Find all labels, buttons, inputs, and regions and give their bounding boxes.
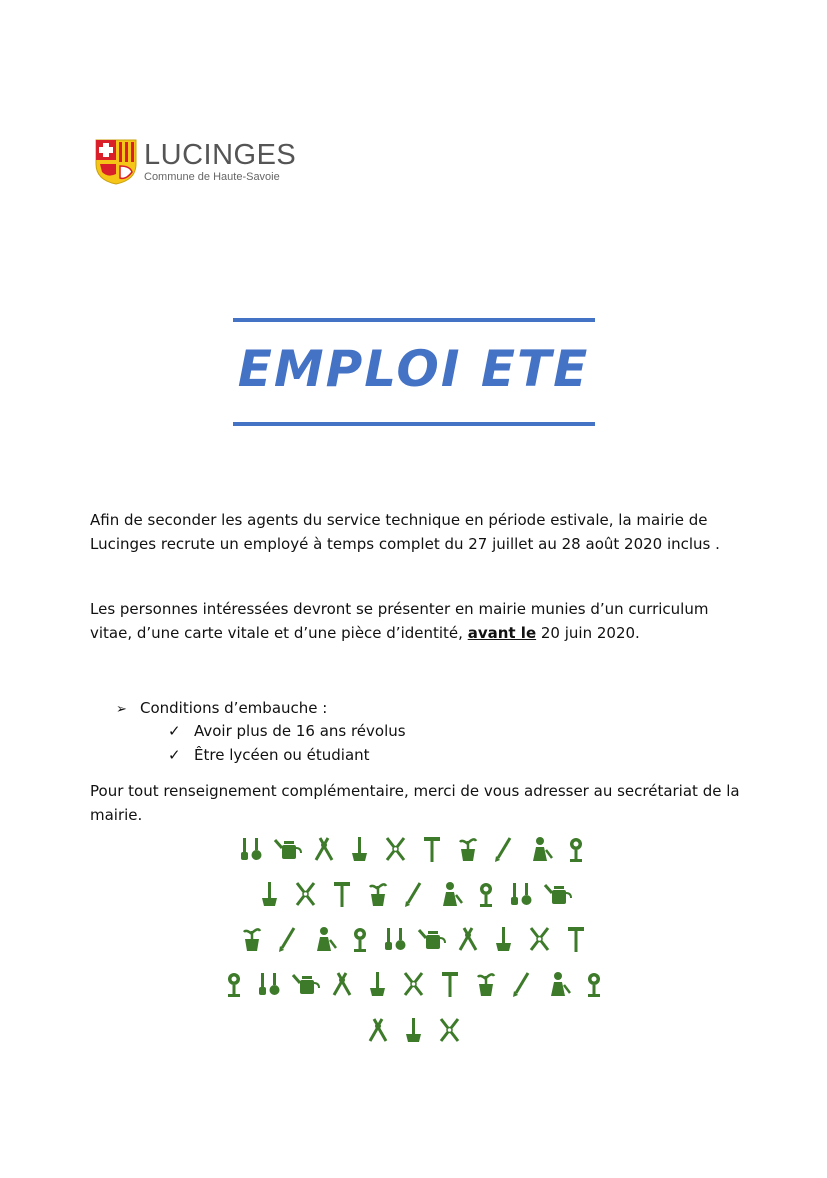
- sickle-icon: [328, 969, 356, 999]
- trowel-icon: [490, 834, 518, 864]
- spray-nozzle-icon: [436, 969, 464, 999]
- bucket-icon: [364, 969, 392, 999]
- condition-item: [168, 720, 406, 742]
- rake-shovel-icon: [346, 834, 374, 864]
- flower-icon: [562, 834, 590, 864]
- gardener-icon: [526, 834, 554, 864]
- seed-packet-icon: [292, 879, 320, 909]
- contact-paragraph: Pour tout renseignement complémentaire, merci de vous adresser au secrétariat de la mairie.: [90, 782, 740, 824]
- tree-icon: [364, 1015, 392, 1045]
- conditions-heading-text: Conditions d’embauche :: [140, 699, 328, 717]
- ladder-icon: [580, 969, 608, 999]
- hand-tools-icon: [544, 879, 572, 909]
- icon-row: [0, 924, 827, 954]
- commune-logo: [94, 138, 296, 186]
- application-text: Les personnes intéressées devront se présenter en mairie munies d’un curriculum vitae, d’une carte vitale et d’une pièce d’identité,: [90, 600, 709, 642]
- hose-reel-icon: [400, 969, 428, 999]
- check-icon: ✓: [168, 746, 181, 764]
- arrow-bullet-icon: ➢: [116, 702, 127, 717]
- shears-icon: [382, 834, 410, 864]
- watering-can-icon: [274, 834, 302, 864]
- commune-name: LUCINGES: [144, 139, 297, 171]
- watering-can-icon: [472, 879, 500, 909]
- page-title: EMPLOI ETE: [237, 340, 590, 398]
- tools-icon: [238, 834, 266, 864]
- gloves-icon: [490, 924, 518, 954]
- sprayer-icon: [454, 924, 482, 954]
- pliers-icon: [310, 834, 338, 864]
- title-rule-top: [233, 318, 595, 322]
- gloves-icon: [436, 879, 464, 909]
- check-icon: ✓: [168, 722, 181, 740]
- commune-subtitle: Commune de Haute-Savoie: [144, 171, 280, 183]
- coat-of-arms-icon: [94, 138, 138, 186]
- flower-icon: [346, 924, 374, 954]
- weeder-icon: [544, 969, 572, 999]
- fence-icon: [256, 969, 284, 999]
- knife-icon: [472, 969, 500, 999]
- title-rule-bottom: [233, 422, 595, 426]
- conditions-heading: [116, 697, 327, 721]
- fork-icon: [274, 924, 302, 954]
- application-paragraph: [90, 597, 750, 645]
- hose-icon: [256, 879, 284, 909]
- trowel-icon: [292, 969, 320, 999]
- intro-paragraph: Afin de seconder les agents du service technique en période estivale, la mairie de Lucinges recrute un employé à temps complet du 27 juillet au 28 août 2020 inclus .: [90, 511, 720, 553]
- rose-icon: [382, 924, 410, 954]
- bug-icon: [220, 969, 248, 999]
- rake-icon: [508, 879, 536, 909]
- deadline-emphasis: avant le: [467, 624, 537, 642]
- icon-row: [0, 879, 827, 909]
- person-raking-icon: [238, 924, 266, 954]
- pruner-icon: [562, 924, 590, 954]
- lawn-mower-icon: [436, 1015, 464, 1045]
- wheelbarrow-icon: [328, 879, 356, 909]
- icon-row: [0, 834, 827, 864]
- deadline-date: 20 juin 2020.: [536, 624, 640, 642]
- tool-stand-icon: [400, 1015, 428, 1045]
- watering-can-icon: [526, 924, 554, 954]
- boot-icon: [364, 879, 392, 909]
- seed-box-icon: [310, 924, 338, 954]
- wheelbarrow-icon: [418, 924, 446, 954]
- condition-item: [168, 744, 370, 766]
- potted-plant-icon: [454, 834, 482, 864]
- cultivator-icon: [508, 969, 536, 999]
- condition-text: Être lycéen ou étudiant: [194, 746, 370, 764]
- condition-text: Avoir plus de 16 ans révolus: [194, 722, 406, 740]
- loppers-icon: [400, 879, 428, 909]
- hoe-icon: [418, 834, 446, 864]
- icon-row: [0, 1015, 827, 1045]
- icon-row: [0, 969, 827, 999]
